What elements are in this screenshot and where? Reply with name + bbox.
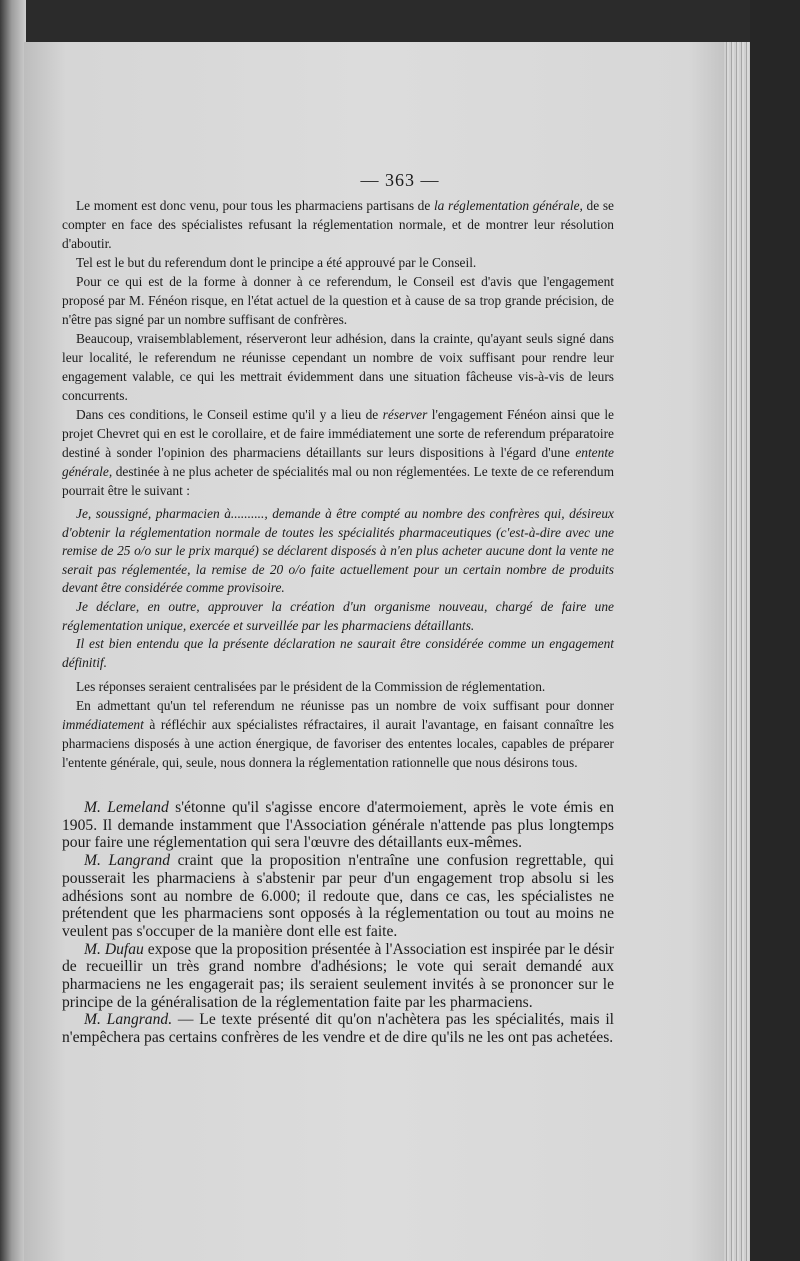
paragraph-5: Dans ces conditions, le Conseil estime qu'il y a lieu de réserver l'engagement Fénéon ainsi que le projet Chevret qui en est le corollaire, et de faire immédiatement une sorte de referendum préparatoire destiné à sonder l'opinion des pharmaciens détaillants sur leurs dispositions à l'égard d'une entente générale, destinée à ne plus acheter de spécialités mal ou non réglementées. Le texte de ce referendum pourrait être le suivant :: [62, 407, 614, 498]
paragraph-3: Pour ce qui est de la forme à donner à ce referendum, le Conseil est d'avis que l'engagement proposé par M. Fénéon risque, en l'état actuel de la question et à cause de sa trop grande précision, de n'être pas signé par un nombre suffisant de confrères.: [62, 274, 614, 327]
quote-paragraph-1: Je, soussigné, pharmacien à.........., demande à être compté au nombre des confrères qui, désireux d'obtenir la réglementation normale de toutes les spécialités pharmaceutiques (c'est-à-dire avec une remise de 25 o/o sur le prix marqué) se déclarent disposés à n'en plus acheter aucune dont la vente ne serait pas réglementée, la remise de 20 o/o faite actuellement pour un certain nombre de produits devant être considérée comme provisoire.: [62, 506, 614, 596]
paragraph-1: Le moment est donc venu, pour tous les pharmaciens partisans de la réglementation générale, de se compter en face des spécialistes refusant la réglementation normale, et de montrer leur résolution d'aboutir.: [62, 198, 614, 251]
speaker-name: M. Langrand: [84, 852, 171, 870]
paragraph-7: En admettant qu'un tel referendum ne réunisse pas un nombre de voix suffisant pour donner immédiatement à réfléchir aux spécialistes réfractaires, il aurait l'avantage, en faisant connaître les pharmaciens disposés à une action énergique, de favoriser des ententes locales, capables de préparer l'entente générale, qui, seule, nous donnera la réglementation rationnelle que nous désirons tous.: [62, 698, 614, 770]
paragraph-4: Beaucoup, vraisemblablement, réserveront leur adhésion, dans la crainte, qu'ayant seuls signé dans leur localité, le referendum ne réunisse cependant un nombre de voix suffisant pour rendre leur engagement valable, ce qui les mettrait évidemment dans une situation fâcheuse vis-à-vis de leurs concurrents.: [62, 331, 614, 403]
speaker-name: M. Dufau: [84, 940, 144, 958]
discussion-paragraph-4: M. Langrand. — Le texte présenté dit qu'on n'achètera pas les spécialités, mais il n'empêchera pas certains confrères de les vendre et de dire qu'ils ne les ont pas achetées.: [62, 1011, 614, 1047]
speaker-name: M. Langrand.: [84, 1011, 173, 1029]
discussion-section: [62, 799, 614, 1047]
quote-paragraph-2: Je déclare, en outre, approuver la création d'un organisme nouveau, chargé de faire une réglementation unique, exercée et surveillée par les pharmaciens détaillants.: [62, 598, 614, 633]
speaker-name: M. Lemeland: [84, 799, 169, 816]
paragraph-6: Les réponses seraient centralisées par le président de la Commission de réglementation.: [76, 679, 546, 694]
discussion-paragraph-3: M. Dufau expose que la proposition présentée à l'Association est inspirée par le désir de recueillir un très grand nombre d'adhésions; le vote qui serait demandé aux pharmaciens ne les engagerait pas; ils seraient seulement invités à se prononcer sur le principe de la généralisation de la réglementation faite par les pharmaciens.: [62, 940, 614, 1011]
report-section: [62, 196, 614, 500]
page-number: — 363 —: [360, 170, 440, 190]
discussion-paragraph-1: M. Lemeland s'étonne qu'il s'agisse encore d'atermoiement, après le vote émis en 1905. Il demande instamment que l'Association générale n'attende pas plus longtemps pour faire une réglementation qui sera l'œuvre des détaillants eux-mêmes.: [62, 799, 614, 852]
paragraph-2: Tel est le but du referendum dont le principe a été approuvé par le Conseil.: [76, 255, 477, 270]
page-stack-edge: [724, 42, 750, 1261]
quote-paragraph-3: Il est bien entendu que la présente déclaration ne saurait être considérée comme un engagement définitif.: [62, 636, 614, 670]
report-section-2: [62, 677, 614, 772]
referendum-quote: [62, 505, 614, 672]
discussion-paragraph-2: M. Langrand craint que la proposition n'entraîne une confusion regrettable, qui pousserait les pharmaciens à s'abstenir par peur d'un engagement trop absolu si les adhésions sont au nombre de 6.000; il redoute que, dans ce cas, les spécialistes ne prétendent que les pharmaciens sont opposés à la réglementation ou tout au moins ne veulent pas s'occuper de la manière dont elle est faite.: [62, 852, 615, 940]
